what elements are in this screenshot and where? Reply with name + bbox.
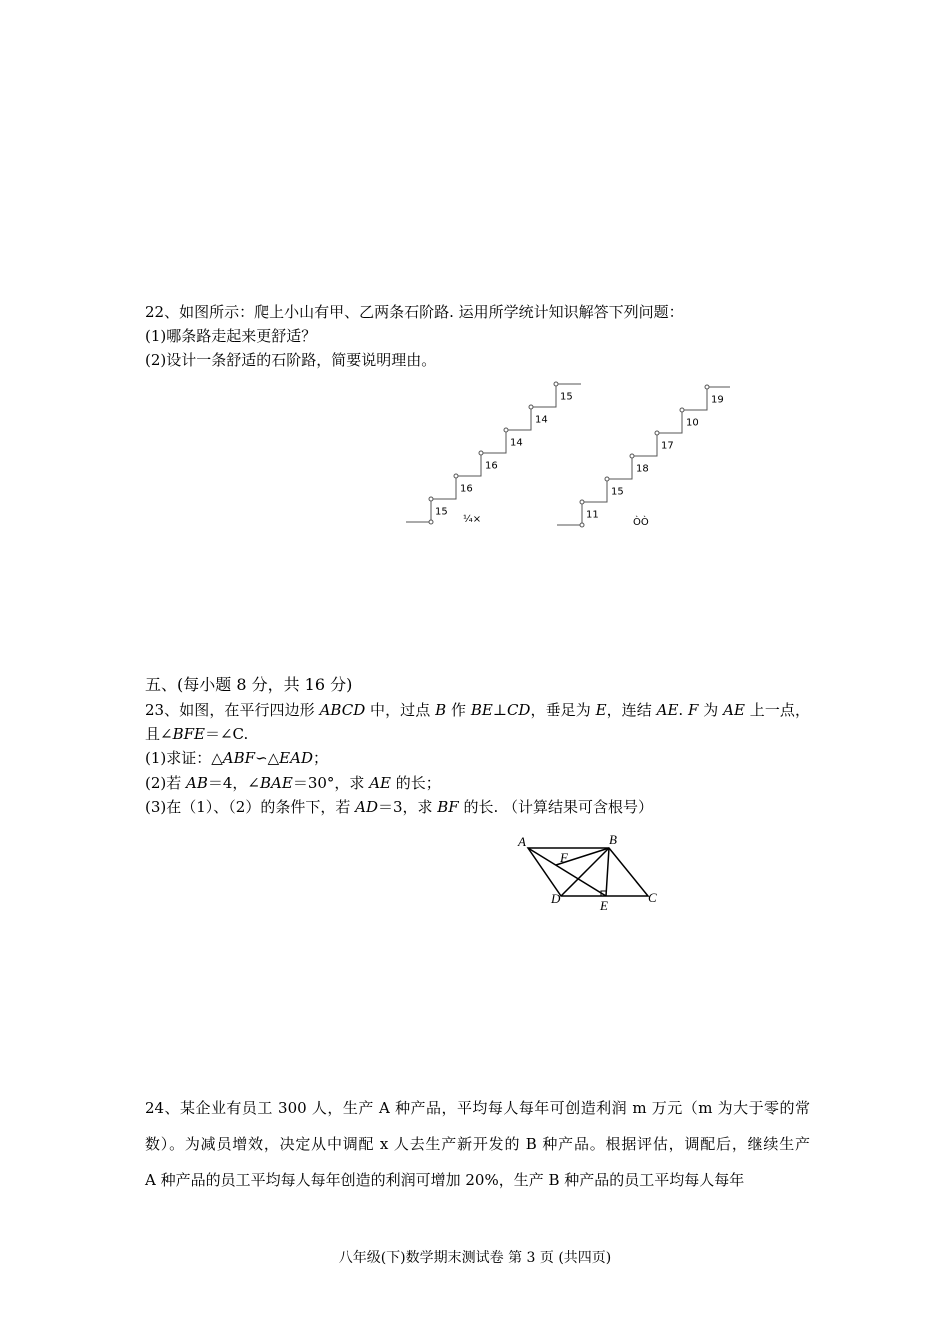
stair-path-left	[406, 382, 581, 524]
parallelogram-figure	[510, 828, 670, 918]
stair-left-outline	[406, 384, 581, 522]
stair-height-label: 15	[560, 391, 573, 403]
stair-right-node	[580, 500, 584, 504]
stair-height-label: 11	[586, 509, 599, 521]
staircase-figure	[400, 380, 730, 530]
q22-part1: (1)哪条路走起来更舒适？	[145, 327, 317, 345]
stair-left-node	[454, 474, 458, 478]
q23-stem-line2: 且∠BFE＝∠C.	[145, 725, 249, 743]
stair-height-label: 10	[686, 417, 699, 429]
point-label-c: C	[648, 890, 657, 905]
stair-height-label: 17	[661, 440, 674, 452]
q23-stem-line1: 23、如图，在平行四边形 ABCD 中，过点 B 作 BE⊥CD，垂足为 E，连结 AE. F 为 AE 上一点，	[145, 701, 810, 719]
point-label-b: B	[609, 832, 617, 847]
stair-right-node	[655, 431, 659, 435]
stair-right-node	[580, 523, 584, 527]
point-label-e: E	[600, 898, 608, 913]
stair-height-label: 18	[636, 463, 649, 475]
stair-height-label: 14	[510, 437, 523, 449]
q24-line3: A 种产品的员工平均每人每年创造的利润可增加 20%，生产 B 种产品的员工平均每人每年	[145, 1171, 745, 1189]
segment-be	[606, 848, 609, 896]
q24-line1: 24、某企业有员工 300 人，生产 A 种产品，平均每人每年可创造利润 m 万元（m 为大于零的常	[145, 1099, 810, 1117]
section-heading: 五、(每小题 8 分，共 16 分)	[145, 675, 353, 694]
stair-left-node	[429, 497, 433, 501]
stair-left-node	[479, 451, 483, 455]
q22-stem: 22、如图所示：爬上小山有甲、乙两条石阶路. 运用所学统计知识解答下列问题：	[145, 303, 684, 321]
stair-right-node	[705, 385, 709, 389]
stair-height-label: 16	[485, 460, 498, 472]
stair-left-node	[429, 520, 433, 524]
point-label-f: F	[560, 850, 568, 865]
stair-left-node	[554, 382, 558, 386]
point-label-a: A	[518, 834, 526, 849]
q22-part2: (2)设计一条舒适的石阶路，简要说明理由。	[145, 351, 437, 369]
q23-part3: (3)在（1）、（2）的条件下，若 AD＝3，求 BF 的长. （计算结果可含根号）	[145, 798, 654, 816]
stair-height-label: 16	[460, 483, 473, 495]
q23-part1: (1)求证：△ABF∽△EAD；	[145, 749, 328, 767]
point-label-d: D	[551, 891, 561, 906]
page-footer: 八年级(下)数学期末测试卷 第 3 页 (共四页)	[338, 1250, 612, 1266]
stair-right-node	[630, 454, 634, 458]
stair-right-node	[605, 477, 609, 481]
stair-label-left: ¼×	[463, 514, 482, 525]
stair-height-label: 19	[711, 394, 724, 406]
stair-height-label: 14	[535, 414, 548, 426]
q23-part2: (2)若 AB＝4，∠BAE＝30°，求 AE 的长；	[145, 774, 441, 792]
stair-left-node	[504, 428, 508, 432]
stair-height-label: 15	[611, 486, 624, 498]
stair-path-right	[557, 385, 730, 527]
stair-left-node	[529, 405, 533, 409]
stair-right-node	[680, 408, 684, 412]
stair-height-label: 15	[435, 506, 448, 518]
stair-label-right: ÒÒ	[633, 517, 649, 528]
q24-line2: 数）。为减员增效，决定从中调配 x 人去生产新开发的 B 种产品。根据评估，调配后，继续生产	[145, 1135, 810, 1153]
